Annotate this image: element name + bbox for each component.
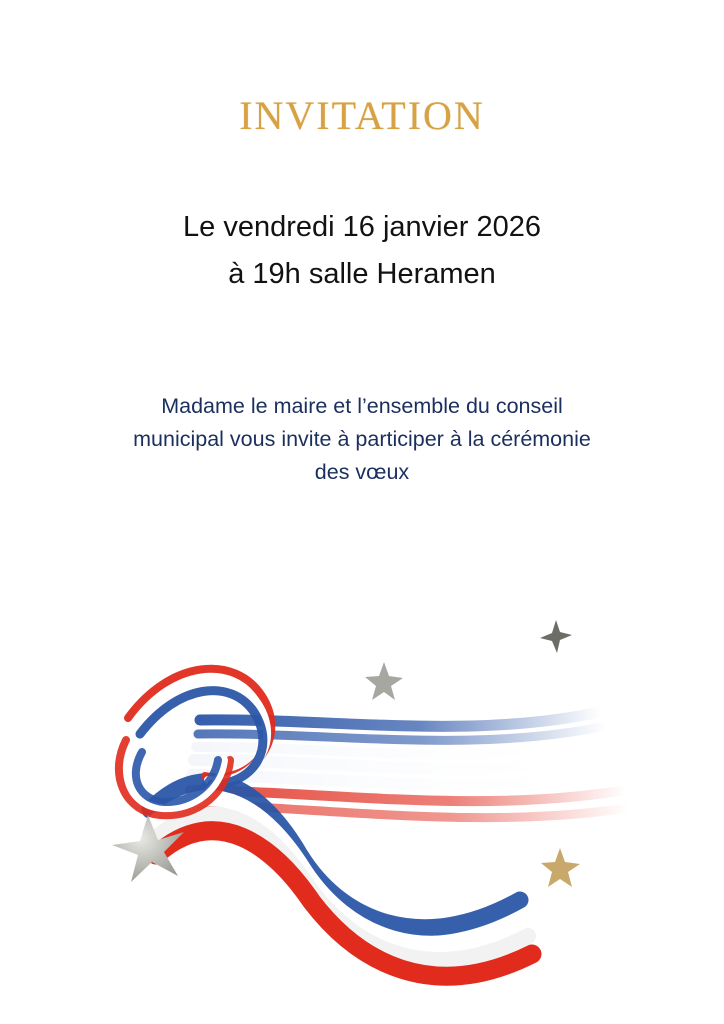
invitation-body-line-1: Madame le maire et l’ensemble du conseil	[161, 394, 563, 418]
star-small-top-right	[540, 620, 572, 653]
event-date-line-2: à 19h salle Heramen	[228, 258, 496, 290]
ribbon-blue-white-red	[119, 669, 628, 976]
french-flag-ribbon-illustration	[0, 600, 724, 1024]
page-title: INVITATION	[239, 93, 485, 138]
invitation-body-line-2: municipal vous invite à participer à la cérémonie	[133, 427, 591, 451]
event-date-line-1: Le vendredi 16 janvier 2026	[183, 211, 541, 243]
invitation-body-line-3: des vœux	[314, 460, 410, 484]
star-small-upper	[365, 662, 403, 700]
invitation-body	[90, 390, 634, 489]
event-date-block	[0, 204, 724, 298]
star-small-bottom-right	[541, 848, 580, 887]
